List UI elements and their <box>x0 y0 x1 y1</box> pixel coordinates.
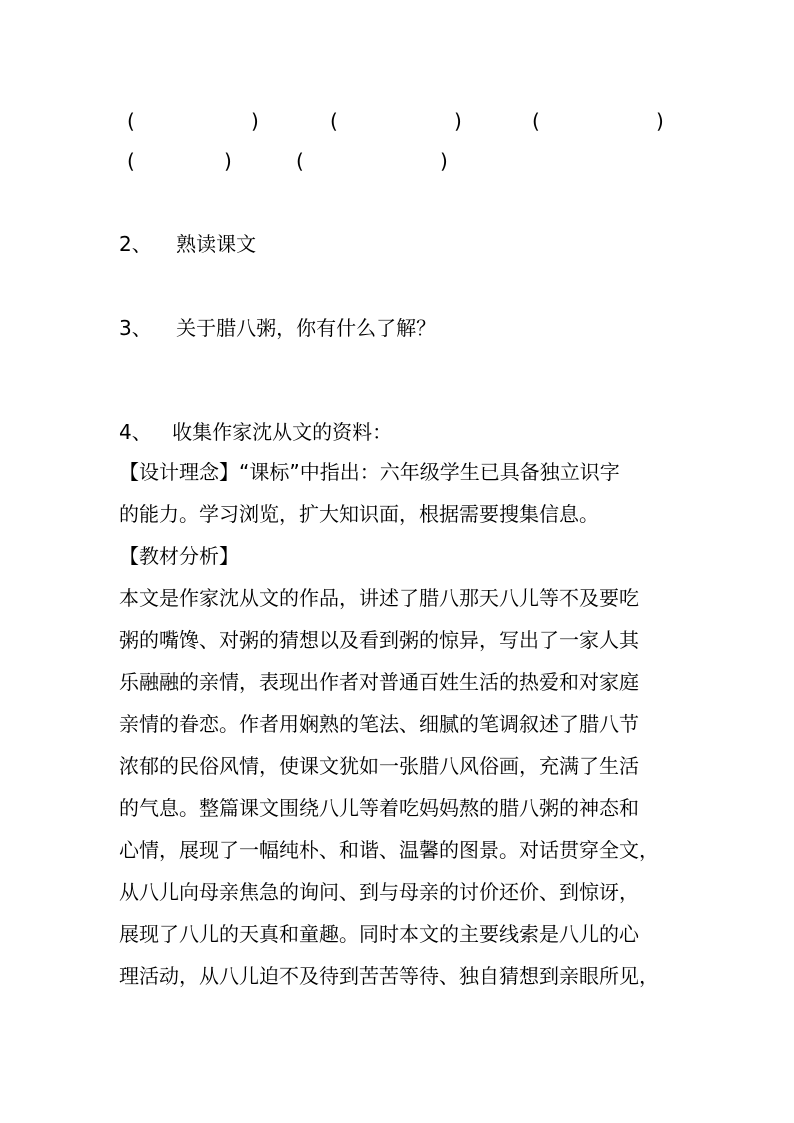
blank-open-paren: ( <box>330 109 338 133</box>
list-item-text: 关于腊八粥，你有什么了解？ <box>176 316 437 340</box>
blank-open-paren: ( <box>296 149 304 173</box>
list-item-text: 收集作家沈从文的资料： <box>172 420 393 444</box>
paragraph-line: 理活动，从八儿迫不及待到苦苦等待、独自猜想到亲眼所见， <box>119 964 659 988</box>
blank-close-paren: ) <box>251 109 259 133</box>
blank-open-paren: ( <box>127 109 135 133</box>
blank-close-paren: ) <box>656 109 664 133</box>
list-item-text: 熟读课文 <box>176 232 257 256</box>
paragraph-line: 本文是作家沈从文的作品，讲述了腊八那天八儿等不及要吃 <box>119 586 639 610</box>
list-item-2 <box>119 232 256 256</box>
paragraph-line: 浓郁的民俗风情，使课文犹如一张腊八风俗画，充满了生活 <box>119 754 639 778</box>
blank-close-paren: ) <box>224 149 232 173</box>
blank-open-paren: ( <box>127 149 135 173</box>
blank-open-paren: ( <box>532 109 540 133</box>
section-heading: 【教材分析】 <box>119 544 239 568</box>
list-item-3 <box>119 316 436 340</box>
paragraph-line: 展现了八儿的天真和童趣。同时本文的主要线索是八儿的心 <box>119 922 639 946</box>
list-item-number: 4、 <box>119 420 152 444</box>
paragraph-line: 粥的嘴馋、对粥的猜想以及看到粥的惊异，写出了一家人其 <box>119 628 639 652</box>
list-item-4 <box>119 420 392 444</box>
blank-close-paren: ) <box>440 149 448 173</box>
paragraph-line: 从八儿向母亲焦急的询问、到与母亲的讨价还价、到惊讶， <box>119 880 639 904</box>
list-item-number: 3、 <box>119 316 152 340</box>
list-item-number: 2、 <box>119 232 152 256</box>
paragraph-line: 的能力。学习浏览，扩大知识面，根据需要搜集信息。 <box>119 502 599 526</box>
blank-close-paren: ) <box>454 109 462 133</box>
paragraph-line: 亲情的眷恋。作者用娴熟的笔法、细腻的笔调叙述了腊八节 <box>119 712 639 736</box>
paragraph-line: 心情，展现了一幅纯朴、和谐、温馨的图景。对话贯穿全文， <box>119 838 659 862</box>
paragraph-line: 乐融融的亲情，表现出作者对普通百姓生活的热爱和对家庭 <box>119 670 639 694</box>
paragraph-line: 【设计理念】“课标”中指出：六年级学生已具备独立识字 <box>119 460 620 484</box>
paragraph-line: 的气息。整篇课文围绕八儿等着吃妈妈熬的腊八粥的神态和 <box>119 796 639 820</box>
